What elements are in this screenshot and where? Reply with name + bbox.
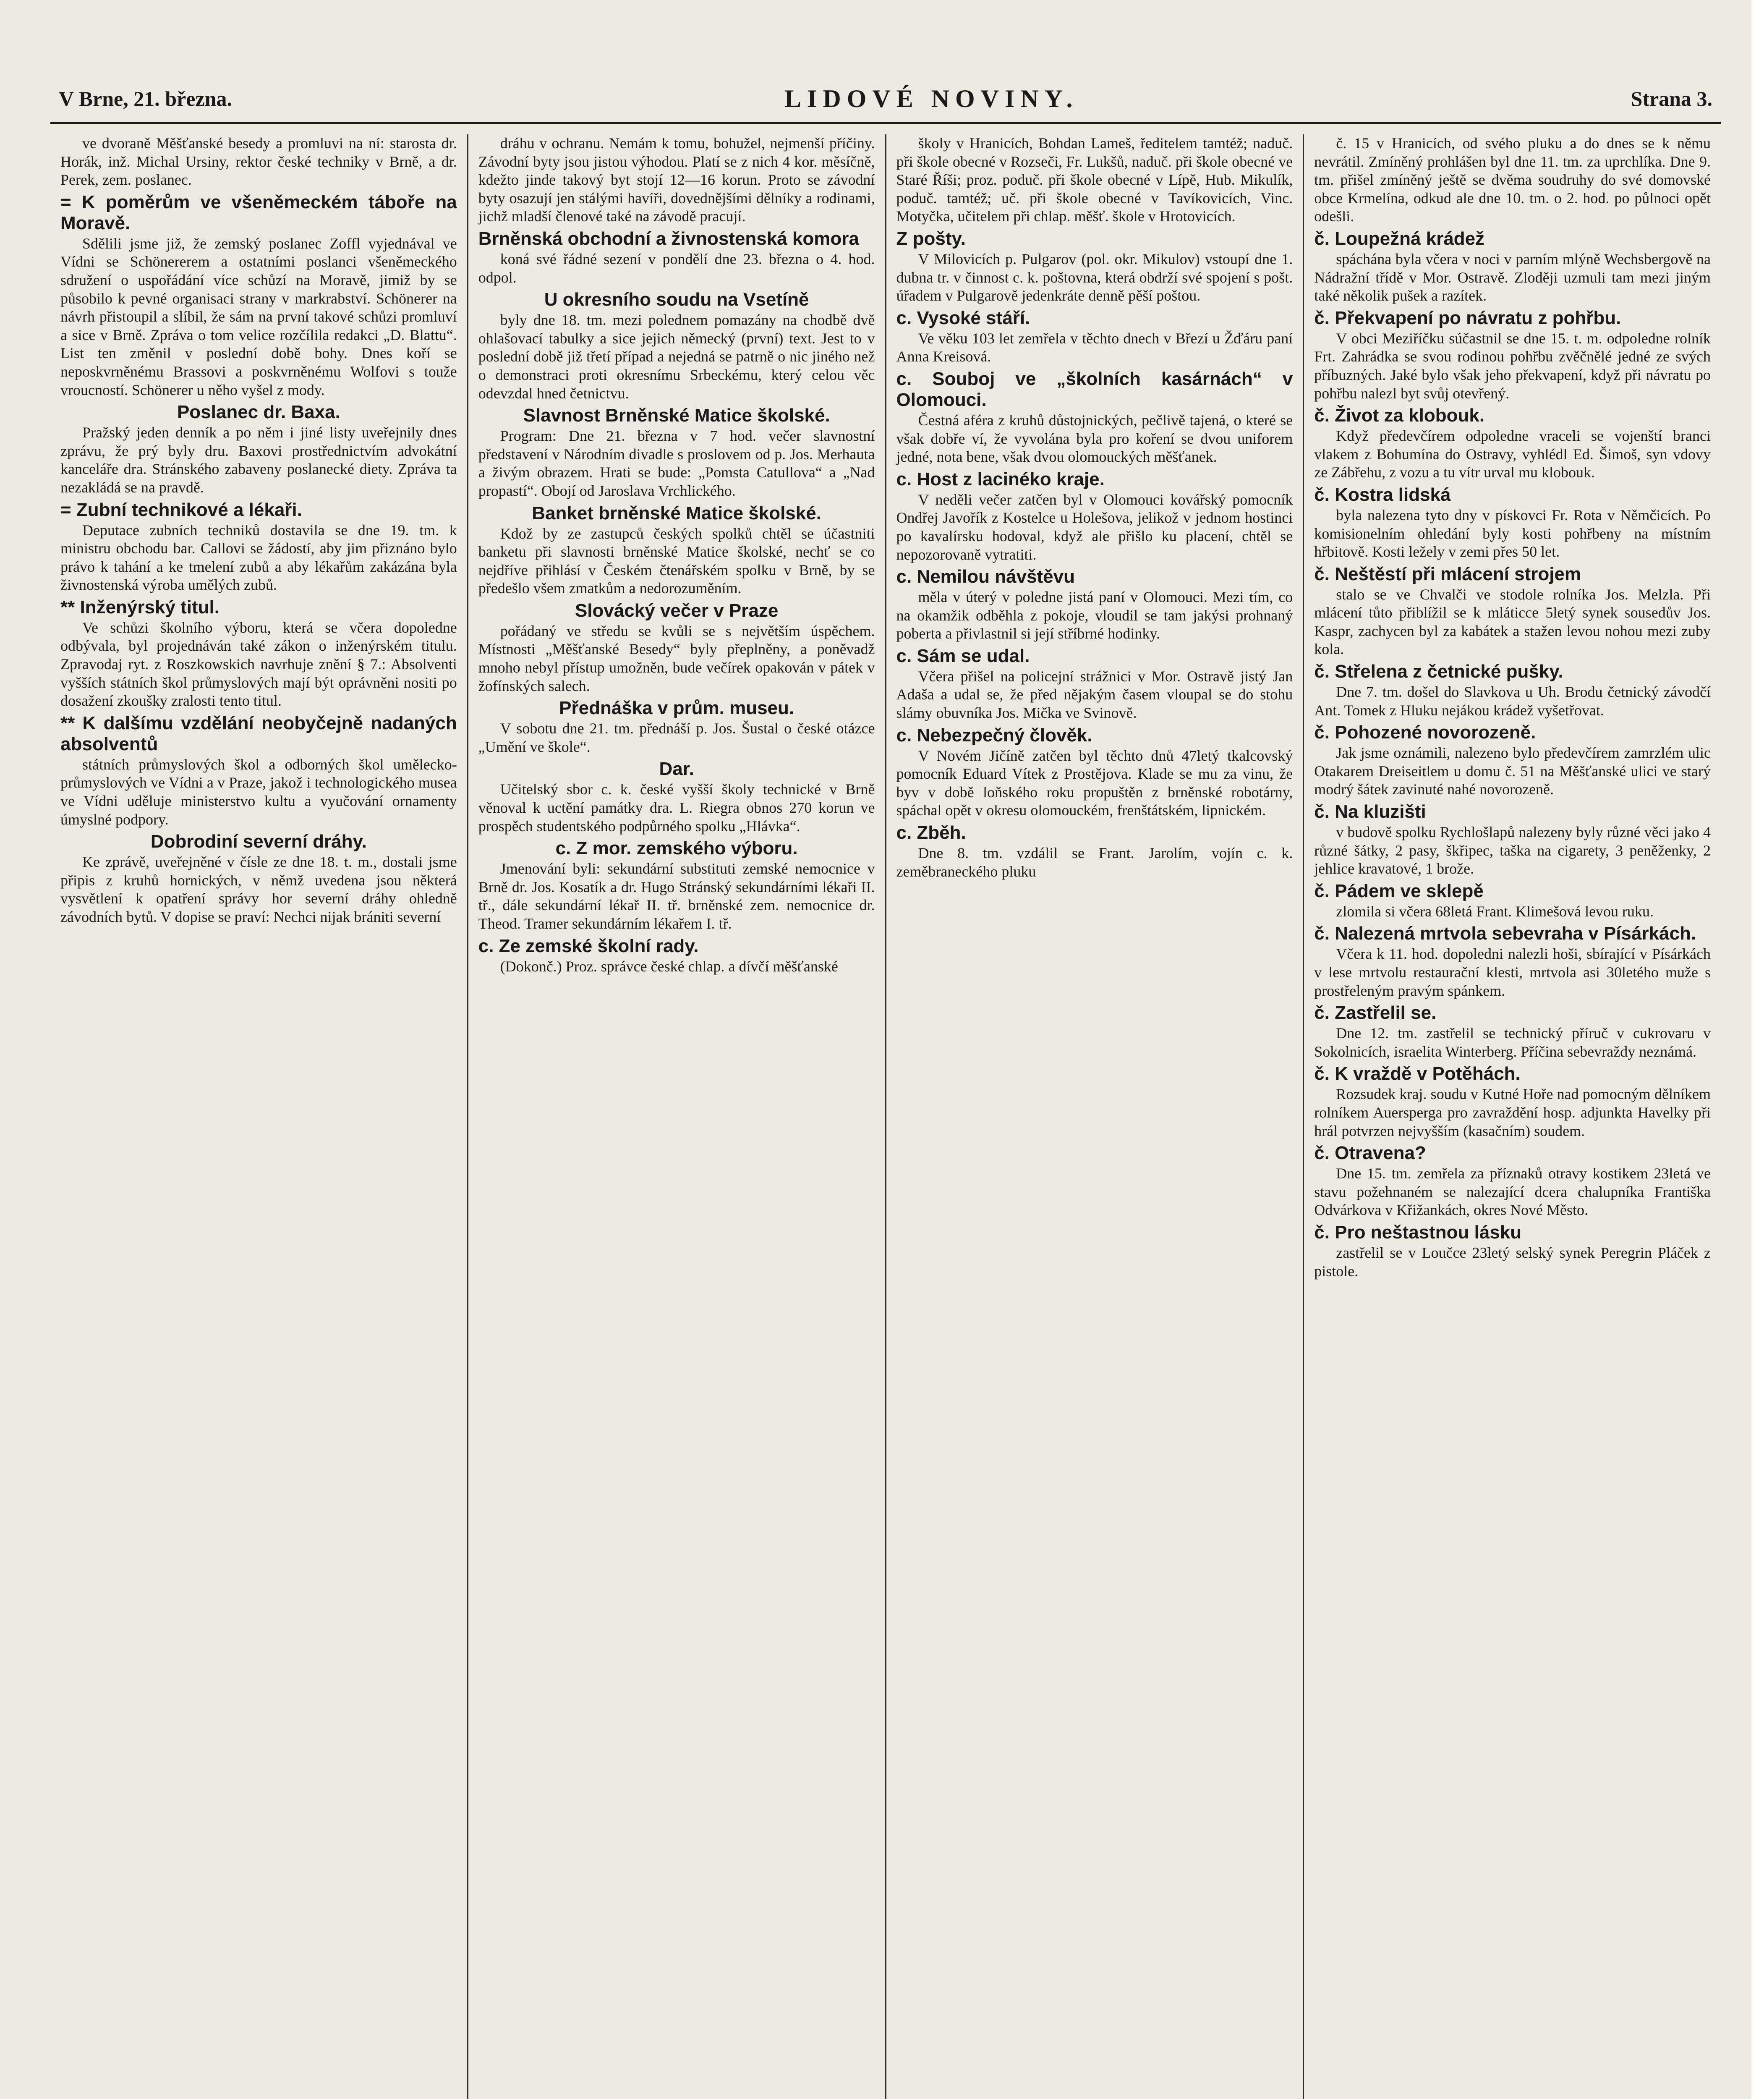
newspaper-title: LIDOVÉ NOVINY. <box>784 84 1079 113</box>
article-text: č. 15 v Hranicích, od svého pluku a do dnes se k němu nevrátil. Zmíněný prohlášen byl dne 11. tm. za uprchlíka. Dne 9. tm. přišel zmíněný ještě se dvěma soudruhy do své domovské obce Krmelína, odkud ale dne 10. tm. o 2. hod. po půlnoci opět odešli. <box>1314 135 1711 225</box>
article-heading: č. Otravena? <box>1314 1143 1426 1164</box>
page-number: Strana 3. <box>1631 87 1712 110</box>
article-heading: č. Loupežná krádež <box>1314 228 1485 249</box>
article-heading: č. K vraždě v Potěhách. <box>1314 1063 1521 1084</box>
article-text: Učitelský sbor c. k. české vyšší školy technické v Brně věnoval k uctění památky dra. L. Riegra obnos 270 korun ve prospěch studentského podpůrného spolku „Hlávka“. <box>478 781 875 835</box>
article-text: Pražský jeden denník a po něm i jiné listy uveřejnily dnes zprávu, že prý byly dru. Baxovi prostřednictvím advokátní kanceláře dra. Stránského zabaveny poslanecké diety. Zpráva ta nezakládá se na pravdě. <box>60 424 457 496</box>
article-heading: č. Pádem ve sklepě <box>1314 880 1484 901</box>
article-text: zlomila si včera 68letá Frant. Klimešová levou ruku. <box>1336 903 1654 920</box>
article-text: koná své řádné sezení v pondělí dne 23. března o 4. hod. odpol. <box>478 250 875 286</box>
article-text: Dne 7. tm. došel do Slavkova u Uh. Brodu četnický závodčí Ant. Tomek z Hluku nejákou krádež vyšetřovat. <box>1314 683 1711 719</box>
article-text: stalo se ve Chvalči ve stodole rolníka Jos. Melzla. Při mlácení tůto přiblížil se k mláticce 5letý synek sousedův Jos. Kaspr, zachycen byl za kabátek a stažen levou nohou mezi zuby kola. <box>1314 586 1711 658</box>
article-text: v budově spolku Rychlošlapů nalezeny byly různé věci jako 4 různé šátky, 2 pasy, škřipec, taška na cigarety, 3 peněženky, 2 jehlice kravatové, 1 brože. <box>1314 824 1711 877</box>
article-text: Dne 12. tm. zastřelil se technický příruč v cukrovaru v Sokolnicích, israelita Winterberg. Příčina sebevraždy neznámá. <box>1314 1025 1711 1060</box>
article-heading: = Zubní technikové a lékaři. <box>60 499 302 520</box>
article-heading: č. Kostra lidská <box>1314 484 1451 505</box>
newspaper-page <box>50 76 1721 2099</box>
page-header <box>50 76 1721 124</box>
article-text: zastřelil se v Loučce 23letý selský synek Peregrin Pláček z pistole. <box>1314 1244 1711 1280</box>
column-1 <box>50 134 468 2099</box>
article-text: V sobotu dne 21. tm. přednáší p. Jos. Šustal o české otázce „Umění ve škole“. <box>478 720 875 755</box>
article-text: Jmenování byli: sekundární substituti zemské nemocnice v Brně dr. Jos. Kosatík a dr. Hugo Stránský sekundárními lékaři II. tř., dále sekundární lékař II. tř. brněnské zem. nemocnice dr. Theod. Tramer sekundárním lékařem I. tř. <box>478 860 875 932</box>
article-text: V obci Meziříčku súčastnil se dne 15. t. m. odpoledne rolník Frt. Zahrádka se svou rodinou pohřbu zvěčnělé jedné ze svých příbuzných. Jaké bylo však jeho překvapení, když při návratu po pohřbu nalezl byt svůj otevřený. <box>1314 330 1711 402</box>
article-text: Ve schůzi školního výboru, která se včera dopoledne odbývala, byl projednáván také zákon o inženýrském titulu. Zpravodaj ryt. z Roszkowskich navrhuje znění § 7.: Absolventi vyšších státních škol průmyslových mají být oprávněni nositi po dosažení zkoušky zralosti tento titul. <box>60 619 457 709</box>
article-text: Sdělili jsme již, že zemský poslanec Zoffl vyjednával ve Vídni se Schönererem a ostatními poslanci všeněmeckého sdružení o uspořádání více schůzí na Moravě, jimiž by se působilo k pevné organisaci strany v markrabství. Schönerer na návrh přistoupil a slíbil, že sám na první takové schůzi promluví a sice v Brně. Zpráva o tom velice rozčílila redakci „D. Blattu“. List ten změnil v poslední době bohy. Dnes koří se neposkvrněnému Brassovi a poskvrněnému Wolfovi s touže vroucností. Schönerer u něho vyšel z mody. <box>60 235 457 398</box>
article-text: Jak jsme oznámili, nalezeno bylo předevčírem zamrzlém ulic Otakarem Dreiseitlem u domu č. 51 na Měšťanské ulici ve starý modrý šátek zavinuté nahé novorozeně. <box>1314 744 1711 798</box>
article-heading: Poslanec dr. Baxa. <box>177 402 340 423</box>
article-text: (Dokonč.) Proz. správce české chlap. a dívčí měšťanské <box>500 958 838 975</box>
article-heading: Slavnost Brněnské Matice školské. <box>523 405 830 426</box>
article-heading: č. Na kluzišti <box>1314 801 1426 822</box>
article-heading: č. Překvapení po návratu z pohřbu. <box>1314 307 1621 328</box>
article-heading: c. Ze zemské školní rady. <box>478 935 699 956</box>
article-heading: č. Pohozené novorozeně. <box>1314 722 1536 743</box>
article-text: byla nalezena tyto dny v pískovci Fr. Rota v Němčicích. Po komisionelním ohledání byly kosti pohřbeny na místním hřbitově. Kosti ležely v zemi přes 50 let. <box>1314 506 1711 560</box>
article-text: Včera k 11. hod. dopoledni nalezli hoši, sbírající v Písárkách v lese mrtvolu restaurační klesti, mrtvola asi 30letého muže s prostřeleným pravým spánkem. <box>1314 945 1711 999</box>
article-heading: Dobrodiní severní dráhy. <box>150 831 367 852</box>
article-text: Včera přišel na policejní strážnici v Mor. Ostravě jistý Jan Adaša a udal se, že před nějakým časem vloupal se do stohu slámy obuvníka Jos. Mička ve Svinově. <box>896 667 1293 722</box>
article-heading: č. Život za klobouk. <box>1314 405 1485 426</box>
article-text: Dne 8. tm. vzdálil se Frant. Jarolím, vojín c. k. zeměbraneckého pluku <box>896 845 1293 880</box>
column-2 <box>468 134 886 2099</box>
article-text: Ve věku 103 let zemřela v těchto dnech v Březí u Žďáru paní Anna Kreisová. <box>896 330 1293 365</box>
article-text: Kdož by ze zastupců českých spolků chtěl se účastniti banketu při slavnosti brněnské Matice školské, nechť se co nejdříve přihlásí v Českém čtenářském spolku v Brně, by se předešlo všem zmatkům a nedorozuměním. <box>478 525 875 597</box>
article-text: Když předevčírem odpoledne vraceli se vojenští branci vlakem z Bohumína do Ostravy, vyhlédl Ed. Šimoš, syn vdovy ze Zábřehu, z vozu a tu vítr urval mu klobouk. <box>1314 427 1711 481</box>
article-heading: č. Nalezená mrtvola sebevraha v Písárkách. <box>1314 923 1696 944</box>
article-heading: ** Inženýrský titul. <box>60 597 220 618</box>
article-heading: ** K dalšímu vzdělání neobyčejně nadaných absolventů <box>60 712 457 754</box>
article-text: V Novém Jičíně zatčen byl těchto dnů 47letý tkalcovský pomocník Eduard Vítek z Prostějova. Klade se mu za vinu, že byv v době loňského roku propuštěn z brněnské robotárny, spáchal opět v okresu olomouckém, frenštátském, lipnickém. <box>896 747 1293 819</box>
article-heading: Z pošty. <box>896 228 966 249</box>
header-date: V Brne, 21. března. <box>59 87 232 110</box>
article-heading: c. Sám se udal. <box>896 645 1030 666</box>
article-heading: c. Nemilou návštěvu <box>896 566 1075 587</box>
article-text: V Milovicích p. Pulgarov (pol. okr. Mikulov) vstoupí dne 1. dubna tr. v činnost c. k. poštovna, která obdrží své spojení s pošt. úřadem v Pulgarově jedenkráte denně pěší poštou. <box>896 250 1293 304</box>
article-text: Ke zprávě, uveřejněné v čísle ze dne 18. t. m., dostali jsme připis z kruhů hornických, v němž uvedena jsou některá vysvětlení k opatření správy hor severní dráhy ohledně závodních bytů. V dopise se praví: Nechci nijak brániti severní <box>60 853 457 925</box>
article-heading: c. Z mor. zemského výboru. <box>555 838 798 859</box>
article-text: dráhu v ochranu. Nemám k tomu, bohužel, nejmenší příčiny. Závodní byty jsou jistou výhodou. Platí se z nich 4 kor. měsíčně, kdežto jinde takový byt stojí 12—16 korun. Proto se závodní byty osazují jen stálými havíři, dovednějšími dělníky a rodinami, jichž mladší členové také na závodě pracují. <box>478 135 875 225</box>
column-4 <box>1304 134 1721 2099</box>
article-heading: č. Neštěstí při mlácení strojem <box>1314 563 1581 584</box>
column-3 <box>886 134 1304 2099</box>
article-heading: č. Pro neštastnou lásku <box>1314 1222 1522 1243</box>
article-heading: Slovácký večer v Praze <box>575 600 779 621</box>
columns <box>50 134 1721 2099</box>
article-text: státních průmyslových škol a odborných škol umělecko-průmyslových ve Vídni a v Praze, jakož i technologického musea ve Vídni uděluje ministerstvo kultu a vyučování ornamenty úmyslné podpory. <box>60 756 457 828</box>
article-heading: c. Vysoké stáří. <box>896 307 1030 328</box>
article-text: byly dne 18. tm. mezi polednem pomazány na chodbě dvě ohlašovací tabulky a sice jejich německý (první) text. Jest to v poslední době již třetí případ a nejedná se patrně o nic jiného než o demonstraci proti okresnímu Srbeckému, který celou věc odevzdal hned četnictvu. <box>478 311 875 402</box>
article-heading: Dar. <box>659 759 694 780</box>
article-text: ve dvoraně Měšťanské besedy a promluvi na ní: starosta dr. Horák, inž. Michal Ursiny, rektor české techniky v Brně, a dr. Perek, zem. poslanec. <box>60 135 457 188</box>
article-heading: U okresního soudu na Vsetíně <box>544 289 809 310</box>
article-heading: Přednáška v prům. museu. <box>559 698 794 719</box>
article-text: měla v úterý v poledne jistá paní v Olomouci. Mezi tím, co na okamžik odběhla z pokoje, vloudil se tam jakýsi prohnaný pobertа a přivlastnil si její stříbrné hodinky. <box>896 589 1293 642</box>
article-text: V neděli večer zatčen byl v Olomouci kovářský pomocník Ondřej Javořík z Kostelce u Holešova, jelikož v jednom hostinci po kavalírsku hodoval, když ale přišlo ku placení, chtěl se nepozorovaně vytratiti. <box>896 491 1293 563</box>
article-heading: Brněnská obchodní a živnostenská komora <box>478 228 859 249</box>
article-text: Deputace zubních techniků dostavila se dne 19. tm. k ministru obchodu bar. Callovi se žádostí, aby jim přiznáno bylo právo k tahání a ke tmelení zubů a aby lékařům zakázána byla živnostenská výroba umělých zubů. <box>60 521 457 594</box>
article-text: Dne 15. tm. zemřela za příznaků otravy kostikem 23letá ve stavu požehnaném se nalezající dcera chalupníka Františka Odvárkova v Křižankách, okres Nové Město. <box>1314 1165 1711 1219</box>
article-text: Program: Dne 21. března v 7 hod. večer slavnostní představení v Národním divadle s proslovem od p. Jos. Merhauta a živým obrazem. Hrati se bude: „Pomsta Catullova“ a „Nad propastí“. Obojí od Jaroslava Vrchlického. <box>478 427 875 499</box>
article-heading: Banket brněnské Matice školské. <box>532 503 821 523</box>
article-heading: č. Střelena z četnické pušky. <box>1314 661 1563 682</box>
article-heading: c. Nebezpečný člověk. <box>896 725 1092 746</box>
article-text: Čestná aféra z kruhů důstojnických, pečlivě tajená, o které se však dobře ví, že vyvolána byla pro koření se dvou uniforem jedné, nota bene, však dvou olomouckých měšťanek. <box>896 411 1293 466</box>
article-heading: c. Host z lacinéko kraje. <box>896 468 1105 489</box>
article-text: spáchána byla včera v noci v parním mlýně Wechsbergově na Nádražní třídě v Mor. Ostravě. Zloději uzmuli tam mezi jiným také několik pušek a razítek. <box>1314 250 1711 304</box>
article-heading: č. Zastřelil se. <box>1314 1002 1437 1023</box>
article-heading: c. Souboj ve „školních kasárnách“ v Olomouci. <box>896 368 1293 410</box>
scan-edge <box>1751 0 1764 2099</box>
article-text: Rozsudek kraj. soudu v Kutné Hoře nad pomocným dělníkem rolníkem Auersperga pro zavraždění hosp. adjunkta Havelky při hrál potvrzen nejvyšším (kasačním) soudem. <box>1314 1086 1711 1139</box>
article-text: pořádaný ve středu se kvůli se s největším úspěchem. Místnosti „Měšťanské Besedy“ byly přeplněny, a poněvadž mnoho nebyl přístup umožněn, bude večírek opakován v pátek v žofínských salech. <box>478 622 875 694</box>
article-text: školy v Hranicích, Bohdan Lameš, ředitelem tamtéž; naduč. při škole obecné v Rozseči, Fr. Lukšů, naduč. při škole obecné ve Staré Říši; proz. poduč. při škole obecné v Lípě, Hub. Mikulík, poduč. tamtéž; uč. při škole obecné v Tavíkovicích, Vinc. Motyčka, učitelem při chlap. měšť. škole v Hrotovicích. <box>896 135 1293 225</box>
article-heading: c. Zběh. <box>896 822 966 843</box>
article-heading: = K poměrům ve všeněmeckém táboře na Moravě. <box>60 191 457 233</box>
